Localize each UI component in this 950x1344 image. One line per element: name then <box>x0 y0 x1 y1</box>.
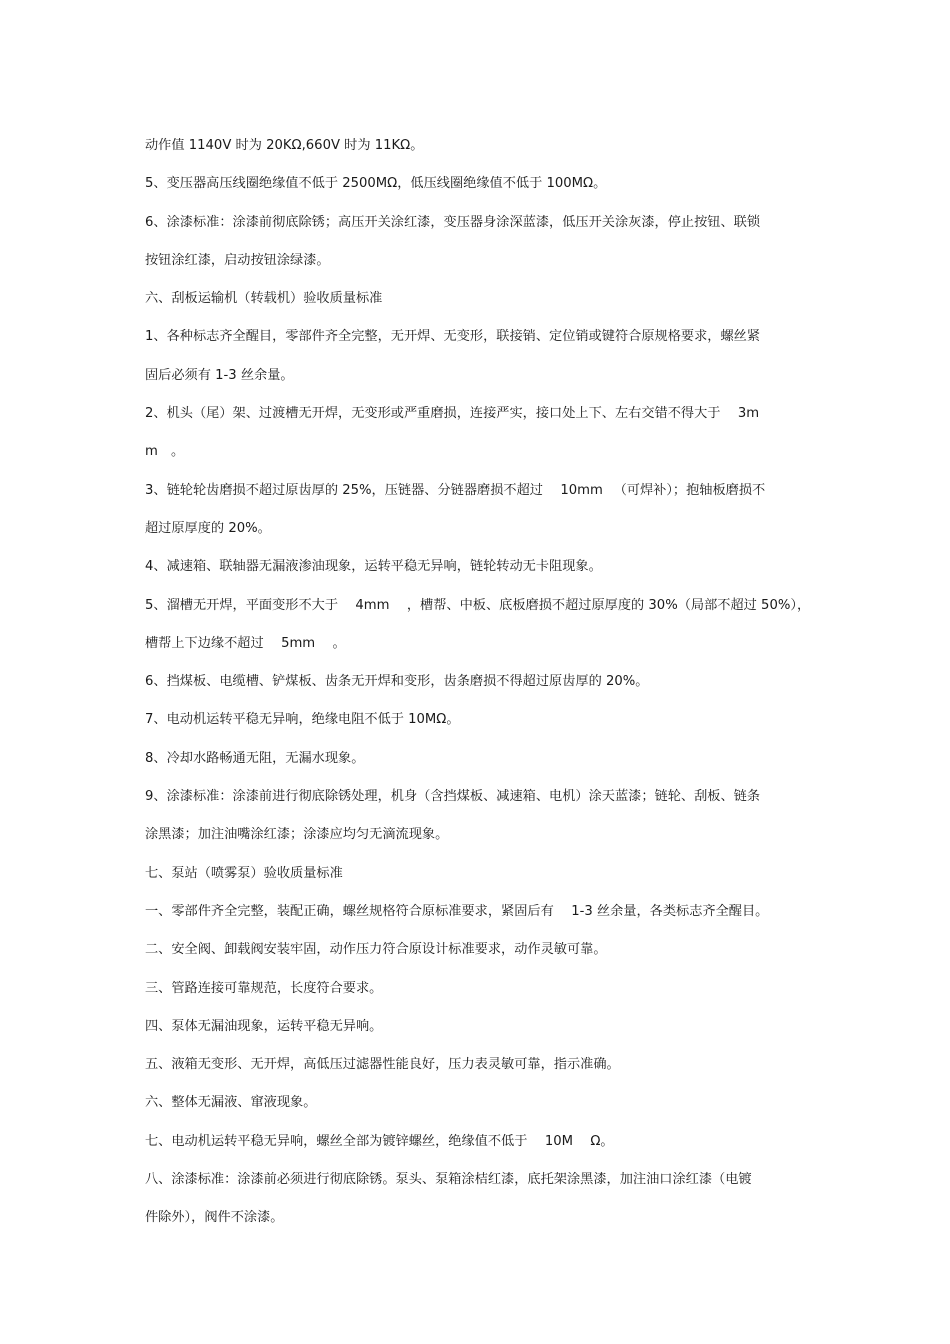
text-line: 四、泵体无漏油现象，运转平稳无异响。 <box>145 1018 383 1034</box>
text-line: 7、电动机运转平稳无异响，绝缘电阻不低于 10MΩ。 <box>145 712 460 728</box>
text-line: 三、管路连接可靠规范，长度符合要求。 <box>145 980 383 996</box>
text-line: 六、整体无漏液、窜液现象。 <box>145 1095 317 1111</box>
text-line: 二、安全阀、卸载阀安装牢固，动作压力符合原设计标准要求，动作灵敏可靠。 <box>145 942 607 958</box>
text-line: 4、减速箱、联轴器无漏液渗油现象，运转平稳无异响，链轮转动无卡阻现象。 <box>145 559 602 575</box>
text-line: 超过原厚度的 20%。 <box>145 520 271 536</box>
text-line: 按钮涂红漆，启动按钮涂绿漆。 <box>145 252 330 268</box>
document-body <box>145 134 810 1245</box>
text-line: 一、零部件齐全完整，装配正确，螺丝规格符合原标准要求，紧固后有 1-3 丝余量，各类标志齐全醒目。 <box>145 903 769 919</box>
text-line: 件除外），阀件不涂漆。 <box>145 1210 284 1226</box>
text-line: 6、涂漆标准：涂漆前彻底除锈；高压开关涂红漆，变压器身涂深蓝漆，低压开关涂灰漆，停止按钮、联锁 <box>145 214 761 230</box>
text-line: 五、液箱无变形、无开焊，高低压过滤器性能良好，压力表灵敏可靠，指示准确。 <box>145 1057 620 1073</box>
text-line: 槽帮上下边缘不超过 5mm 。 <box>145 635 346 651</box>
text-line: 动作值 1140V 时为 20KΩ,660V 时为 11KΩ。 <box>145 138 424 153</box>
text-line: 2、机头（尾）架、过渡槽无开焊，无变形或严重磨损，连接严实，接口处上下、左右交错不得大于 3m <box>145 406 760 422</box>
text-line: 八、涂漆标准：涂漆前必须进行彻底除锈。泵头、泵箱涂桔红漆，底托架涂黑漆，加注油口涂红漆（电镀 <box>145 1172 752 1188</box>
text-line: 1、各种标志齐全醒目，零部件齐全完整，无开焊、无变形，联接销、定位销或键符合原规格要求，螺丝紧 <box>145 329 761 345</box>
text-line: 9、涂漆标准：涂漆前进行彻底除锈处理，机身（含挡煤板、减速箱、电机）涂天蓝漆；链轮、刮板、链条 <box>145 789 761 805</box>
text-line: 5、溜槽无开焊，平面变形不大于 4mm ，槽帮、中板、底板磨损不超过原厚度的 30%（局部不超过 50%）， <box>145 597 811 613</box>
text-line: 涂黑漆；加注油嘴涂红漆；涂漆应均匀无滴流现象。 <box>145 827 449 843</box>
text-line: 8、冷却水路畅通无阻，无漏水现象。 <box>145 750 365 766</box>
text-line: m 。 <box>145 444 185 460</box>
section-heading: 七、泵站（喷雾泵）验收质量标准 <box>145 865 343 881</box>
text-line: 3、链轮轮齿磨损不超过原齿厚的 25%，压链器、分链器磨损不超过 10mm （可焊补）；抱轴板磨损不 <box>145 482 766 498</box>
text-line: 5、变压器高压线圈绝缘值不低于 2500MΩ，低压线圈绝缘值不低于 100MΩ。 <box>145 176 607 192</box>
text-line: 固后必须有 1-3 丝余量。 <box>145 367 294 383</box>
section-heading: 六、刮板运输机（转载机）验收质量标准 <box>145 291 383 307</box>
text-line: 6、挡煤板、电缆槽、铲煤板、齿条无开焊和变形，齿条磨损不得超过原齿厚的 20%。 <box>145 674 649 690</box>
text-line: 七、电动机运转平稳无异响，螺丝全部为镀锌螺丝，绝缘值不低于 10M Ω。 <box>145 1133 614 1149</box>
